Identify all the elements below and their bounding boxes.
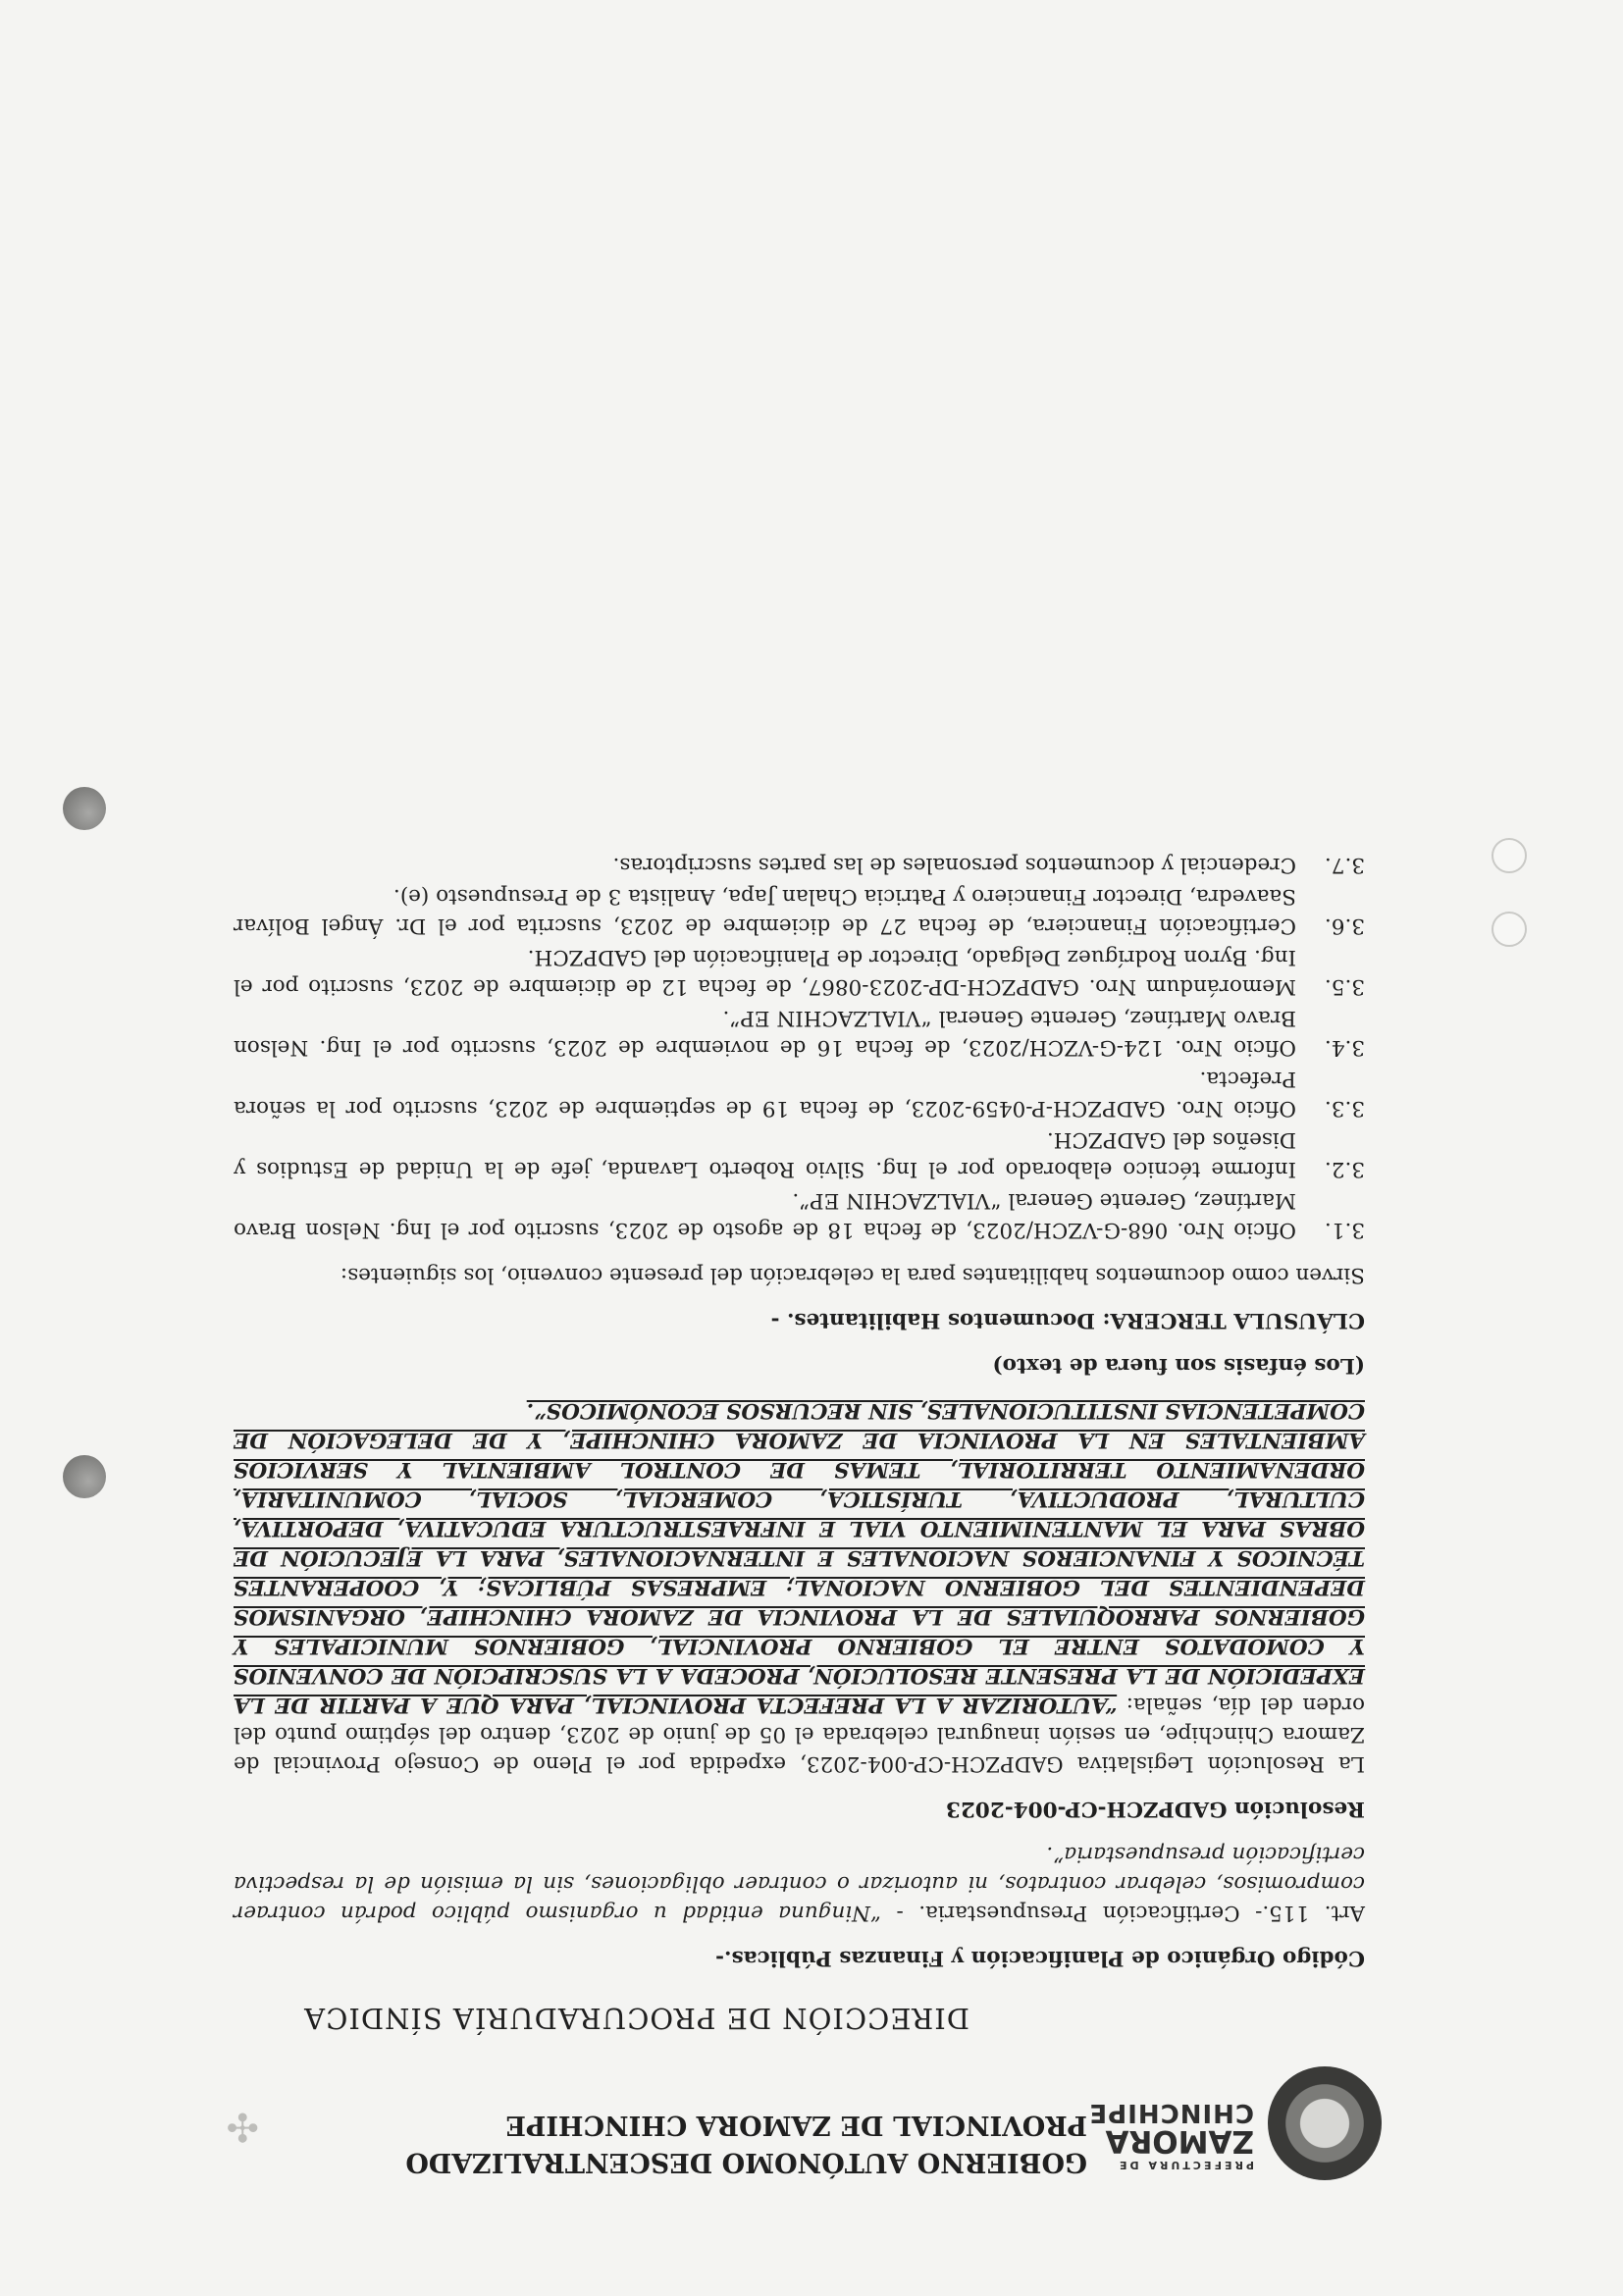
brand-small: PREFECTURA DE <box>1116 2159 1254 2171</box>
list-item <box>234 1124 1365 1183</box>
item-number: 3.4. <box>1324 1035 1365 1060</box>
item-text: Credencial y documentos personales de las partes suscriptoras. <box>612 853 1296 877</box>
resolution-paragraph <box>234 1395 1365 1778</box>
item-text: Oficio Nro. GADPZCH-P-0459-2023, de fecha 19 de septiembre de 2023, suscrito por la señora Prefecta. <box>234 1067 1296 1121</box>
code-heading: Código Orgánico de Planificación y Finanzas Públicas.- <box>715 1946 1365 1970</box>
article-intro: Art. 115.- Certificación Presupuestaria. - <box>896 1901 1365 1925</box>
brand-line2: CHINCHIPE <box>1088 2098 1254 2127</box>
item-text: Oficio Nro. 124-G-VZCH/2023, de fecha 16 de noviembre de 2023, suscrito por el Ing. Nelson Bravo Martínez, Gerente General “VIALZACHIN EP”. <box>234 1006 1296 1060</box>
item-number: 3.1. <box>1324 1218 1365 1242</box>
item-number: 3.2. <box>1324 1157 1365 1181</box>
article-115 <box>234 1839 1365 1927</box>
resolution-quote: “AUTORIZAR A LA PREFECTA PROVINCIAL, PARA QUE A PARTIR DE LA EXPEDICIÓN DE LA PRESENTE RESOLUCIÓN, PROCEDA A LA SUSCRIPCIÓN DE CONVENIOS Y COMODATOS ENTRE EL GOBIERNO PROVINCIAL, GOBIERNOS MUNICIPALES Y GOBIERNOS PARROQUIALES DE LA PROVINCIA DE ZAMORA CHINCHIPE, ORGANISMOS DEPENDIENTES DEL GOBIERNO NACIONAL; EMPRESAS PÚBLICAS; Y, COOPERANTES TÉCNICOS Y FINANCIEROS NACIONALES E INTERNACIONALES, PARA LA EJECUCIÓN DE OBRAS PARA EL MANTENIMIENTO VIAL E INFRAESTRUCTURA EDUCATIVA, DEPORTIVA, CULTURAL, PRODUCTIVA, TURÍSTICA, COMERCIAL, SOCIAL, COMUNITARIA, ORDENAMIENTO TERRITORIAL, TEMAS DE CONTROL AMBIENTAL Y SERVICIOS AMBIENTALES EN LA PROVINCIA DE ZAMORA CHINCHIPE, Y DE DELEGACIÓN DE COMPETENCIAS INSTITUCIONALES, SIN RECURSOS ECONÓMICOS”. <box>234 1398 1365 1717</box>
institution-title-line1: GOBIERNO AUTÓNOMO DESCENTRALIZADO <box>405 2147 1087 2177</box>
clause-heading: CLÁUSULA TERCERA: Documentos Habilitantes. - <box>770 1308 1365 1332</box>
department-name: DIRECCIÓN DE PROCURADURÍA SÍNDICA <box>303 2002 969 2035</box>
item-number: 3.5. <box>1324 974 1365 999</box>
list-item <box>234 942 1365 1001</box>
institution-title-line2: PROVINCIAL DE ZAMORA CHINCHIPE <box>505 2110 1087 2140</box>
list-item <box>234 1003 1365 1062</box>
item-number: 3.7. <box>1324 853 1365 877</box>
faint-stamp-icon: ✣ <box>226 2104 259 2149</box>
item-text: Certificación Financiera, de fecha 27 de diciembre de 2023, suscrita por el Dr. Ángel Bolívar Saavedra, Director Financiero y Patricia Chalan Japa, Analista 3 de Presupuesto (e). <box>234 884 1296 938</box>
brand-line1: ZAMORA <box>1105 2123 1254 2159</box>
clause-intro: Sirven como documentos habilitantes para la celebración del presente convenio, los siguientes: <box>340 1263 1365 1287</box>
binder-hole-icon <box>1492 838 1527 873</box>
list-item <box>234 1185 1365 1244</box>
item-text: Memorándum Nro. GADPZCH-DP-2023-0867, de fecha 12 de diciembre de 2023, suscrito por el Ing. Byron Rodríguez Delgado, Director de Planificación del GADPZCH. <box>234 945 1296 999</box>
list-item <box>234 881 1365 940</box>
institution-title <box>204 2106 1087 2180</box>
list-item <box>234 850 1365 879</box>
brand-block <box>1088 2098 1254 2171</box>
resolution-heading: Resolución GADPZCH-CP-004-2023 <box>945 1797 1365 1821</box>
item-number: 3.3. <box>1324 1096 1365 1121</box>
resolution-text: La Resolución Legislativa GADPZCH-CP-004-2023, expedida por el Pleno de Consejo Provincial de Zamora Chinchipe, en sesión inaugural celebrada el 05 de junio de 2023, dentro del séptimo punto del orden del día, señala: <box>234 1693 1365 1776</box>
letterhead <box>204 1994 1382 2180</box>
emphasis-note: (Los énfasis son fuera de texto) <box>992 1353 1365 1378</box>
item-text: Oficio Nro. 068-G-VZCH/2023, de fecha 18 de agosto de 2023, suscrito por el Ing. Nelson Bravo Martínez, Gerente General “VIALZACHIN EP”. <box>234 1188 1296 1242</box>
binder-hole-icon <box>1492 912 1527 947</box>
punch-hole-icon <box>63 1455 106 1498</box>
prefecture-logo-icon <box>1268 2066 1382 2180</box>
list-item <box>234 1064 1365 1122</box>
enabling-documents-list <box>234 850 1365 1244</box>
item-number: 3.6. <box>1324 913 1365 938</box>
document-body <box>234 848 1365 1972</box>
article-quote: “Ninguna entidad u organismo público podrán contraer compromisos, celebrar contratos, ni autorizar o contraer obligaciones, sin la emisión de la respectiva certificación presupuestaria”. <box>234 1842 1365 1925</box>
item-text: Informe técnico elaborado por el Ing. Silvio Roberto Lavanda, jefe de la Unidad de Estudios y Diseños del GADPZCH. <box>234 1127 1296 1181</box>
